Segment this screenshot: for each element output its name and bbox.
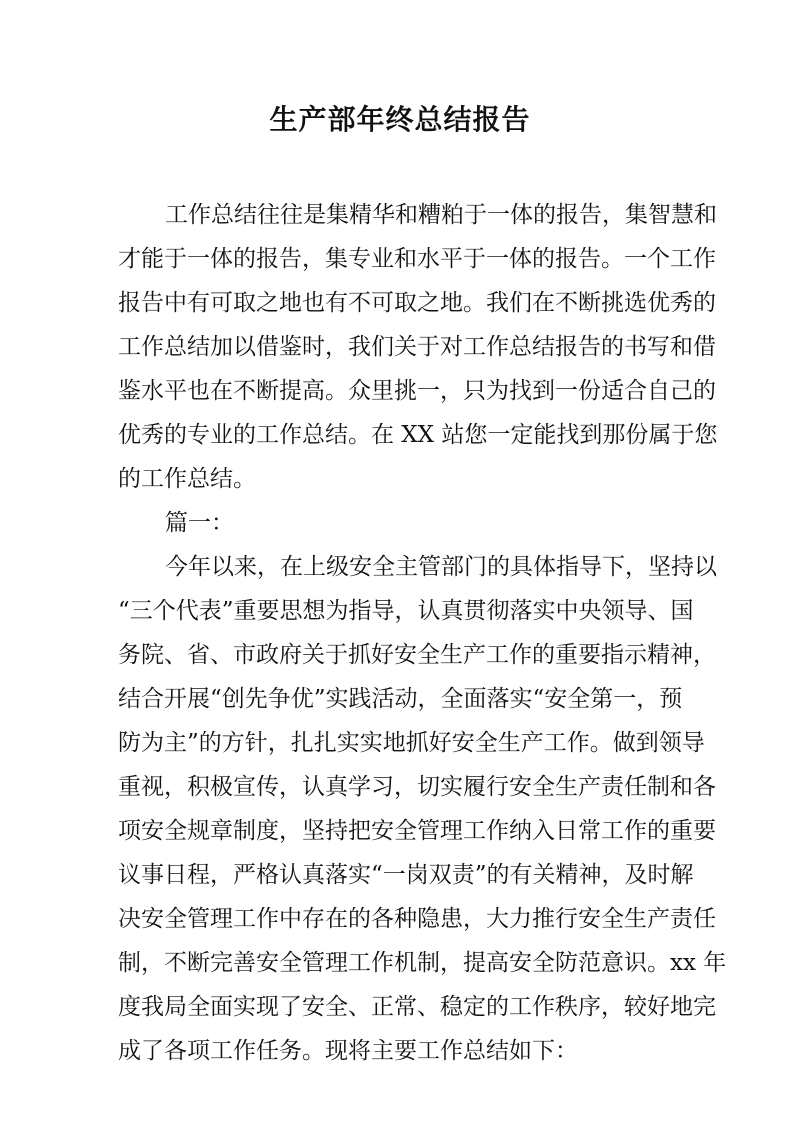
intro-line-6: 优秀的专业的工作总结。在 XX 站您一定能找到那份属于您 (118, 422, 718, 448)
body-line-1: 今年以来，在上级安全主管部门的具体指导下，坚持以 (165, 554, 717, 580)
body-line-4: 结合开展“创先争优”实践活动，全面落实“安全第一，预 (118, 686, 683, 712)
intro-line-5: 鉴水平也在不断提高。众里挑一，只为找到一份适合自己的 (118, 378, 716, 404)
page-title: 生产部年终总结报告 (269, 103, 531, 136)
body-line-9: 决安全管理工作中存在的各种隐患，大力推行安全生产责任 (118, 906, 716, 932)
body-line-11: 度我局全面实现了安全、正常、稳定的工作秩序，较好地完 (118, 994, 716, 1020)
body-line-10: 制，不断完善安全管理工作机制，提高安全防范意识。xx 年 (118, 950, 727, 976)
intro-line-3: 报告中有可取之地也有不可取之地。我们在不断挑选优秀的 (118, 290, 716, 316)
body-line-5: 防为主”的方针，扎扎实实地抓好安全生产工作。做到领导 (118, 730, 705, 756)
body-line-3: 务院、省、市政府关于抓好安全生产工作的重要指示精神， (118, 642, 716, 668)
intro-line-4: 工作总结加以借鉴时，我们关于对工作总结报告的书写和借 (118, 334, 716, 360)
body-line-6: 重视，积极宣传，认真学习，切实履行安全生产责任制和各 (118, 774, 716, 800)
body-line-8: 议事日程，严格认真落实“一岗双责”的有关精神，及时解 (118, 862, 694, 888)
body-line-12: 成了各项工作任务。现将主要工作总结如下： (118, 1038, 578, 1064)
body-line-7: 项安全规章制度，坚持把安全管理工作纳入日常工作的重要 (118, 818, 716, 844)
section-heading: 篇一： (165, 510, 234, 536)
intro-line-1: 工作总结往往是集精华和糟粕于一体的报告，集智慧和 (165, 202, 717, 228)
body-line-2: “三个代表”重要思想为指导，认真贯彻落实中央领导、国 (118, 598, 694, 624)
intro-line-2: 才能于一体的报告，集专业和水平于一体的报告。一个工作 (118, 246, 716, 272)
intro-line-7: 的工作总结。 (118, 466, 256, 492)
